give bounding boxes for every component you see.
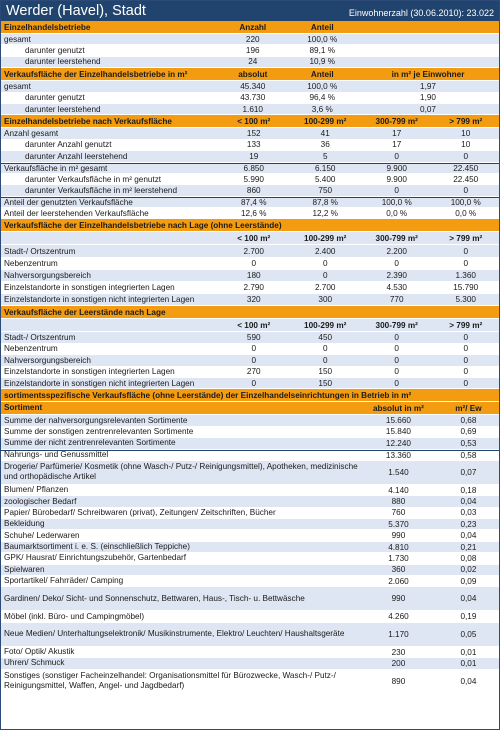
row-value: 0,68 xyxy=(460,416,477,426)
section-header-nach-verkaufsflaeche: Einzelhandelsbetriebe nach Verkaufsfläche < 100 m² 100-299 m² 300-799 m² > 799 m² xyxy=(1,115,499,128)
row-value: 2.400 xyxy=(314,246,336,256)
row-value: 4.530 xyxy=(386,283,407,293)
row-value: 1.360 xyxy=(455,270,476,280)
row-value: 1,90 xyxy=(420,93,436,103)
row-value: 9.900 xyxy=(386,174,407,184)
row-value: 3,6 % xyxy=(311,104,333,114)
row-label: Einzelstandorte in sonstigen integrierten Lagen xyxy=(4,283,175,293)
row-label: zoologischer Bedarf xyxy=(4,496,77,506)
row-label: Sportartikel/ Fahrräder/ Camping xyxy=(4,576,124,586)
table-row xyxy=(1,415,499,426)
row-value: 100,0 % xyxy=(307,34,338,44)
row-label: darunter genutzt xyxy=(25,93,85,103)
row-value: 0 xyxy=(463,367,468,377)
table-row xyxy=(1,245,499,257)
row-label: Einzelstandorte in sonstigen nicht integrierten Lagen xyxy=(4,295,195,305)
row-value: 9.900 xyxy=(386,163,407,173)
row-value: 890 xyxy=(391,676,406,686)
leerstaende-column-header: < 100 m² 100-299 m² 300-799 m² > 799 m² xyxy=(1,319,499,332)
row-value: 5.400 xyxy=(314,174,336,184)
row-label: Foto/ Optik/ Akustik xyxy=(4,647,75,657)
row-value: 5.300 xyxy=(455,295,476,305)
row-value: 0 xyxy=(463,246,468,256)
row-value: 880 xyxy=(391,497,406,506)
table-row xyxy=(1,611,499,622)
row-value: 15.660 xyxy=(385,416,411,426)
table-row xyxy=(1,485,499,496)
row-label: Anteil der genutzten Verkaufsfläche xyxy=(4,197,133,207)
table-row xyxy=(1,93,499,104)
row-label: Anteil der leerstehenden Verkaufsfläche xyxy=(4,208,149,218)
row-value: 0 xyxy=(394,185,399,195)
table-row xyxy=(1,163,499,174)
table-row xyxy=(1,670,499,694)
row-value: 13.360 xyxy=(385,450,411,460)
row-label: GPK/ Hausrat/ Einrichtungszubehör, Gartenbedarf xyxy=(4,553,187,563)
row-label: Spielwaren xyxy=(4,564,45,574)
row-value: 196 xyxy=(245,46,260,56)
row-value: 0 xyxy=(394,367,399,377)
row-label: Drogerie/ Parfümerie/ Kosmetik (ohne Wasch-/ Putz-/ Reinigungsmittel), Apotheken, medizinische und orthopädische Artikel xyxy=(4,462,358,482)
table-row xyxy=(1,344,499,355)
row-value: 100,0 % xyxy=(307,81,338,91)
row-value: 152 xyxy=(246,129,261,139)
row-value: 0,07 xyxy=(460,467,477,477)
row-label: Einzelstandorte in sonstigen integrierten Lagen xyxy=(4,367,175,377)
row-value: 0,09 xyxy=(460,576,477,586)
lage-column-header: < 100 m² 100-299 m² 300-799 m² > 799 m² xyxy=(1,232,499,245)
row-value: 0 xyxy=(251,378,257,388)
row-label: gesamt xyxy=(4,81,31,91)
row-label: Anzahl gesamt xyxy=(4,129,59,139)
row-label: darunter Verkaufsfläche in m² genutzt xyxy=(25,174,162,184)
sortimente-rows xyxy=(1,415,499,693)
population-label: Einwohnerzahl (30.06.2010): 23.022 xyxy=(348,8,494,18)
table-row xyxy=(1,128,499,139)
row-value: 0 xyxy=(463,378,468,388)
row-label: Baumarktsortiment i. e. S. (einschließlich Teppiche) xyxy=(4,542,190,552)
row-value: 2.390 xyxy=(386,270,407,280)
table-row xyxy=(1,208,499,219)
row-value: 0 xyxy=(394,258,399,268)
row-value: 4.260 xyxy=(388,612,409,622)
row-value: 0,05 xyxy=(460,629,477,639)
row-value: 5 xyxy=(322,151,328,161)
row-value: 12,2 % xyxy=(312,208,338,218)
row-value: 1.730 xyxy=(388,553,409,563)
row-value: 990 xyxy=(391,594,406,604)
row-label: Stadt-/ Ortszentrum xyxy=(4,246,76,256)
table-row xyxy=(1,367,499,378)
table-row xyxy=(1,57,499,68)
row-value: 0,02 xyxy=(460,565,477,575)
row-label: Summe der sonstigen zentrenrelevanten Sortimente xyxy=(4,426,194,436)
row-value: 100,0 % xyxy=(450,197,481,207)
row-label: Nahrungs- und Genussmittel xyxy=(4,450,109,460)
row-value: 12.240 xyxy=(385,438,411,448)
row-value: 22.450 xyxy=(453,174,479,184)
sortimente-column-header: Sortiment absolut in m² m²/ Ew xyxy=(1,402,499,415)
row-label: darunter leerstehend xyxy=(25,104,101,114)
row-value: 0,04 xyxy=(460,594,477,604)
table-row xyxy=(1,174,499,185)
row-value: 0 xyxy=(322,258,328,268)
row-value: 4.810 xyxy=(388,542,409,552)
section-header-sortimente: sortimentsspezifische Verkaufsfläche (ohne Leerstände) der Einzelhandelseinrichtungen in Betrieb in m² xyxy=(1,389,499,402)
row-label: Verkaufsfläche in m² gesamt xyxy=(4,163,108,173)
row-value: 860 xyxy=(246,185,261,195)
nach-verkaufsflaeche-rows xyxy=(1,128,499,219)
row-value: 320 xyxy=(246,295,261,305)
row-value: 15.840 xyxy=(385,427,411,437)
table-row xyxy=(1,450,499,461)
row-label: Sonstiges (sonstiger Facheinzelhandel: Organisationsmittel für Bürozwecke, Wasch-/ Putz-/ Reinigungsmittel, Waffen, Angel- und Jagdbedarf) xyxy=(4,671,336,691)
row-value: 0 xyxy=(463,151,468,161)
table-row xyxy=(1,461,499,485)
betriebe-rows xyxy=(1,34,499,68)
row-value: 41 xyxy=(320,129,330,139)
row-value: 230 xyxy=(391,647,406,657)
row-value: 43.730 xyxy=(240,93,266,103)
table-row xyxy=(1,34,499,45)
row-value: 360 xyxy=(391,565,406,575)
row-value: 590 xyxy=(246,333,261,343)
row-value: 0,53 xyxy=(460,438,477,448)
row-value: 750 xyxy=(318,185,333,195)
row-value: 100,0 % xyxy=(381,197,412,207)
table-row xyxy=(1,623,499,647)
table-row xyxy=(1,282,499,294)
row-value: 2.700 xyxy=(243,246,264,256)
row-label: Stadt-/ Ortszentrum xyxy=(4,333,76,343)
table-row xyxy=(1,104,499,115)
row-label: Blumen/ Pflanzen xyxy=(4,485,69,495)
leerstaende-rows xyxy=(1,332,499,389)
row-value: 1.540 xyxy=(388,467,409,477)
row-value: 96,4 % xyxy=(309,93,335,103)
row-value: 150 xyxy=(318,378,333,388)
row-value: 180 xyxy=(246,270,261,280)
row-value: 0 xyxy=(463,344,468,354)
table-row xyxy=(1,496,499,507)
row-value: 150 xyxy=(318,367,333,377)
row-value: 22.450 xyxy=(453,163,479,173)
row-value: 0 xyxy=(463,355,468,365)
row-value: 5.990 xyxy=(243,174,264,184)
row-value: 0,01 xyxy=(460,647,477,657)
table-row xyxy=(1,427,499,438)
row-value: 0 xyxy=(251,355,257,365)
row-label: Nahversorgungsbereich xyxy=(4,355,91,365)
table-row xyxy=(1,151,499,162)
row-value: 270 xyxy=(246,367,261,377)
row-label: darunter Anzahl genutzt xyxy=(25,140,112,150)
row-value: 45.340 xyxy=(240,81,266,91)
row-value: 0,23 xyxy=(460,519,477,529)
row-value: 2.060 xyxy=(388,576,409,586)
row-label: Nebenzentrum xyxy=(4,344,58,354)
row-value: 0 xyxy=(322,344,328,354)
row-value: 0,0 % xyxy=(455,208,477,218)
row-value: 87,4 % xyxy=(240,197,267,207)
table-row xyxy=(1,438,499,449)
row-value: 19 xyxy=(249,151,259,161)
row-value: 2.200 xyxy=(386,246,407,256)
row-label: Einzelstandorte in sonstigen nicht integrierten Lagen xyxy=(4,378,195,388)
row-value: 5.370 xyxy=(388,519,409,529)
row-value: 450 xyxy=(318,333,333,343)
row-value: 24 xyxy=(248,57,258,67)
row-label: Gardinen/ Deko/ Sicht- und Sonnenschutz, Bettwaren, Haus-, Tisch- u. Bettwäsche xyxy=(4,593,305,603)
row-value: 0 xyxy=(322,270,328,280)
row-value: 760 xyxy=(391,508,406,518)
table-row xyxy=(1,270,499,282)
row-value: 1.610 xyxy=(242,104,263,114)
table-row xyxy=(1,197,499,208)
table-row xyxy=(1,355,499,366)
row-value: 10,9 % xyxy=(309,57,335,67)
section-header-lage: Verkaufsfläche der Einzelhandelsbetriebe nach Lage (ohne Leerstände) xyxy=(1,219,499,232)
row-label: Nebenzentrum xyxy=(4,258,58,268)
row-label: darunter Anzahl leerstehend xyxy=(25,151,128,161)
row-value: 220 xyxy=(245,34,260,44)
row-value: 0,01 xyxy=(460,658,477,668)
table-row xyxy=(1,140,499,151)
row-value: 0 xyxy=(394,355,399,365)
row-value: 0 xyxy=(463,333,468,343)
row-label: gesamt xyxy=(4,34,31,44)
row-value: 10 xyxy=(461,129,471,139)
row-value: 0,58 xyxy=(460,450,477,460)
row-value: 0,04 xyxy=(460,531,477,541)
section-header-verkaufsflaeche: Verkaufsfläche der Einzelhandelsbetriebe in m² absolut Anteil in m² je Einwohner xyxy=(1,68,499,81)
table-row xyxy=(1,81,499,92)
table-row xyxy=(1,519,499,530)
row-value: 0,04 xyxy=(460,676,477,686)
row-value: 0 xyxy=(394,151,399,161)
row-value: 0 xyxy=(463,185,468,195)
row-value: 2.700 xyxy=(314,283,336,293)
row-value: 0,19 xyxy=(460,612,477,622)
table-row xyxy=(1,553,499,564)
section-header-betriebe: Einzelhandelsbetriebe Anzahl Anteil xyxy=(1,21,499,34)
row-label: Schuhe/ Lederwaren xyxy=(4,530,80,540)
row-value: 87,8 % xyxy=(312,197,338,207)
table-row xyxy=(1,647,499,658)
row-value: 10 xyxy=(461,140,471,150)
table-row xyxy=(1,185,499,196)
row-label: Uhren/ Schmuck xyxy=(4,658,65,668)
row-value: 6.850 xyxy=(243,163,264,173)
row-value: 0 xyxy=(394,333,399,343)
row-label: darunter genutzt xyxy=(25,46,85,56)
row-label: darunter Verkaufsfläche in m² leerstehend xyxy=(25,185,178,195)
row-value: 770 xyxy=(389,295,404,305)
row-value: 12,6 % xyxy=(240,208,267,218)
row-value: 36 xyxy=(320,140,330,150)
row-value: 133 xyxy=(246,140,261,150)
table-row xyxy=(1,542,499,553)
row-value: 0,69 xyxy=(460,427,477,437)
row-value: 0 xyxy=(394,344,399,354)
row-value: 0,04 xyxy=(460,497,477,506)
page-title: Werder (Havel), Stadt xyxy=(6,3,146,19)
table-row xyxy=(1,658,499,669)
row-value: 6.150 xyxy=(314,163,336,173)
row-value: 89,1 % xyxy=(309,46,335,56)
table-row xyxy=(1,508,499,519)
table-row xyxy=(1,530,499,541)
table-row xyxy=(1,45,499,56)
table-row xyxy=(1,332,499,343)
row-value: 0 xyxy=(463,258,468,268)
row-value: 990 xyxy=(391,531,406,541)
table-row xyxy=(1,565,499,576)
row-label: Neue Medien/ Unterhaltungselektronik/ Musikinstrumente, Elektro/ Leuchten/ Haushaltsgeräte xyxy=(4,629,345,639)
row-value: 1.170 xyxy=(388,629,409,639)
table-row xyxy=(1,587,499,611)
row-label: Summe der nahversorgungsrelevanten Sortimente xyxy=(4,415,188,425)
table-row xyxy=(1,258,499,270)
row-value: 0,08 xyxy=(460,553,477,563)
row-value: 0 xyxy=(394,378,399,388)
row-value: 4.140 xyxy=(388,485,409,495)
row-value: 0,21 xyxy=(460,542,477,552)
row-value: 0,03 xyxy=(460,508,477,518)
table-row xyxy=(1,576,499,587)
row-label: darunter leerstehend xyxy=(25,57,101,67)
row-value: 15.790 xyxy=(453,283,479,293)
row-value: 2.790 xyxy=(243,283,264,293)
row-label: Summe der nicht zentrenrelevanten Sortimente xyxy=(4,438,176,448)
lage-rows xyxy=(1,245,499,306)
table-row xyxy=(1,378,499,389)
row-value: 1,97 xyxy=(420,81,436,91)
row-label: Bekleidung xyxy=(4,519,45,529)
title-bar xyxy=(1,1,499,21)
row-label: Möbel (inkl. Büro- und Campingmöbel) xyxy=(4,611,145,621)
row-value: 0 xyxy=(251,344,257,354)
row-value: 0 xyxy=(251,258,257,268)
row-value: 0,18 xyxy=(460,485,477,495)
row-label: Nahversorgungsbereich xyxy=(4,270,91,280)
row-value: 0 xyxy=(322,355,328,365)
row-value: 300 xyxy=(318,295,333,305)
row-value: 0,07 xyxy=(420,104,436,114)
section-header-leerstaende: Verkaufsfläche der Leerstände nach Lage xyxy=(1,306,499,319)
row-value: 17 xyxy=(392,140,402,150)
row-label: Papier/ Bürobedarf/ Schreibwaren (privat), Zeitungen/ Zeitschriften, Bücher xyxy=(4,507,276,517)
row-value: 17 xyxy=(392,129,402,139)
row-value: 0,0 % xyxy=(386,208,408,218)
table-row xyxy=(1,294,499,306)
verkaufsflaeche-rows xyxy=(1,81,499,115)
row-value: 200 xyxy=(391,658,406,668)
